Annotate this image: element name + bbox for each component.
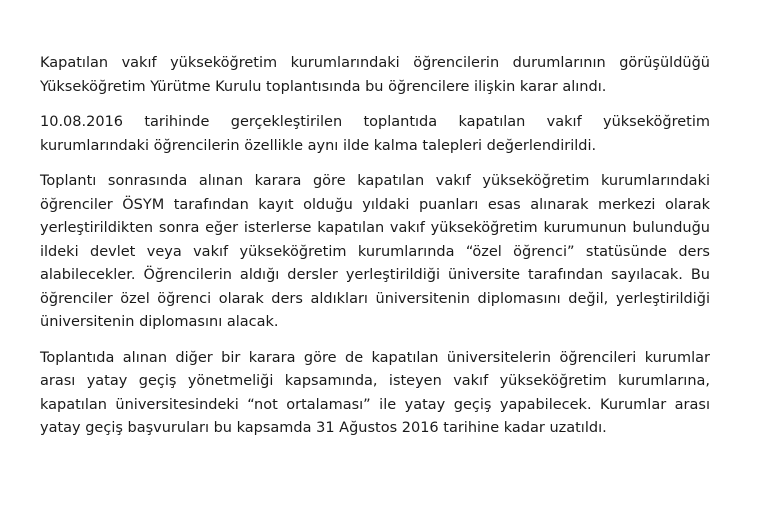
paragraph-4: Toplantıda alınan diğer bir karara göre de kapatılan üniversitelerin öğrencileri kurumlar arası yatay geçiş yönetmeliği kapsamında, isteyen vakıf yükseköğretim kurumlarına, kapatılan üniversitesindeki “not ortalaması” ile yatay geçiş yapabilecek. Kurumlar arası yatay geçiş başvuruları bu kapsamda 31 Ağustos 2016 tarihine kadar uzatıldı. [40,349,710,436]
paragraph-2: 10.08.2016 tarihinde gerçekleştirilen toplantıda kapatılan vakıf yükseköğretim kurumlarındaki öğrencilerin özellikle aynı ilde kalma talepleri değerlendirildi. [40,114,710,154]
paragraph-1: Kapatılan vakıf yükseköğretim kurumlarındaki öğrencilerin durumlarının görüşüldüğü Yükseköğretim Yürütme Kurulu toplantısında bu öğrencilere ilişkin karar alındı. [40,55,710,95]
paragraph-3: Toplantı sonrasında alınan karara göre kapatılan vakıf yükseköğretim kurumlarındaki öğrenciler ÖSYM tarafından kayıt olduğu yıldaki puanları esas alınarak merkezi olarak yerleştirildikten sonra eğer isterlerse kapatılan vakıf yükseköğretim kurumunun bulunduğu ildeki devlet veya vakıf yükseköğretim kurumlarında “özel öğrenci” statüsünde ders alabilecekler. Öğrencilerin aldığı dersler yerleştirildiği üniversite tarafından sayılacak. Bu öğrenciler özel öğrenci olarak ders aldıkları üniversitenin diplomasını değil, yerleştirildiği üniversitenin diplomasını alacak. [40,173,710,330]
document-body [40,52,710,453]
